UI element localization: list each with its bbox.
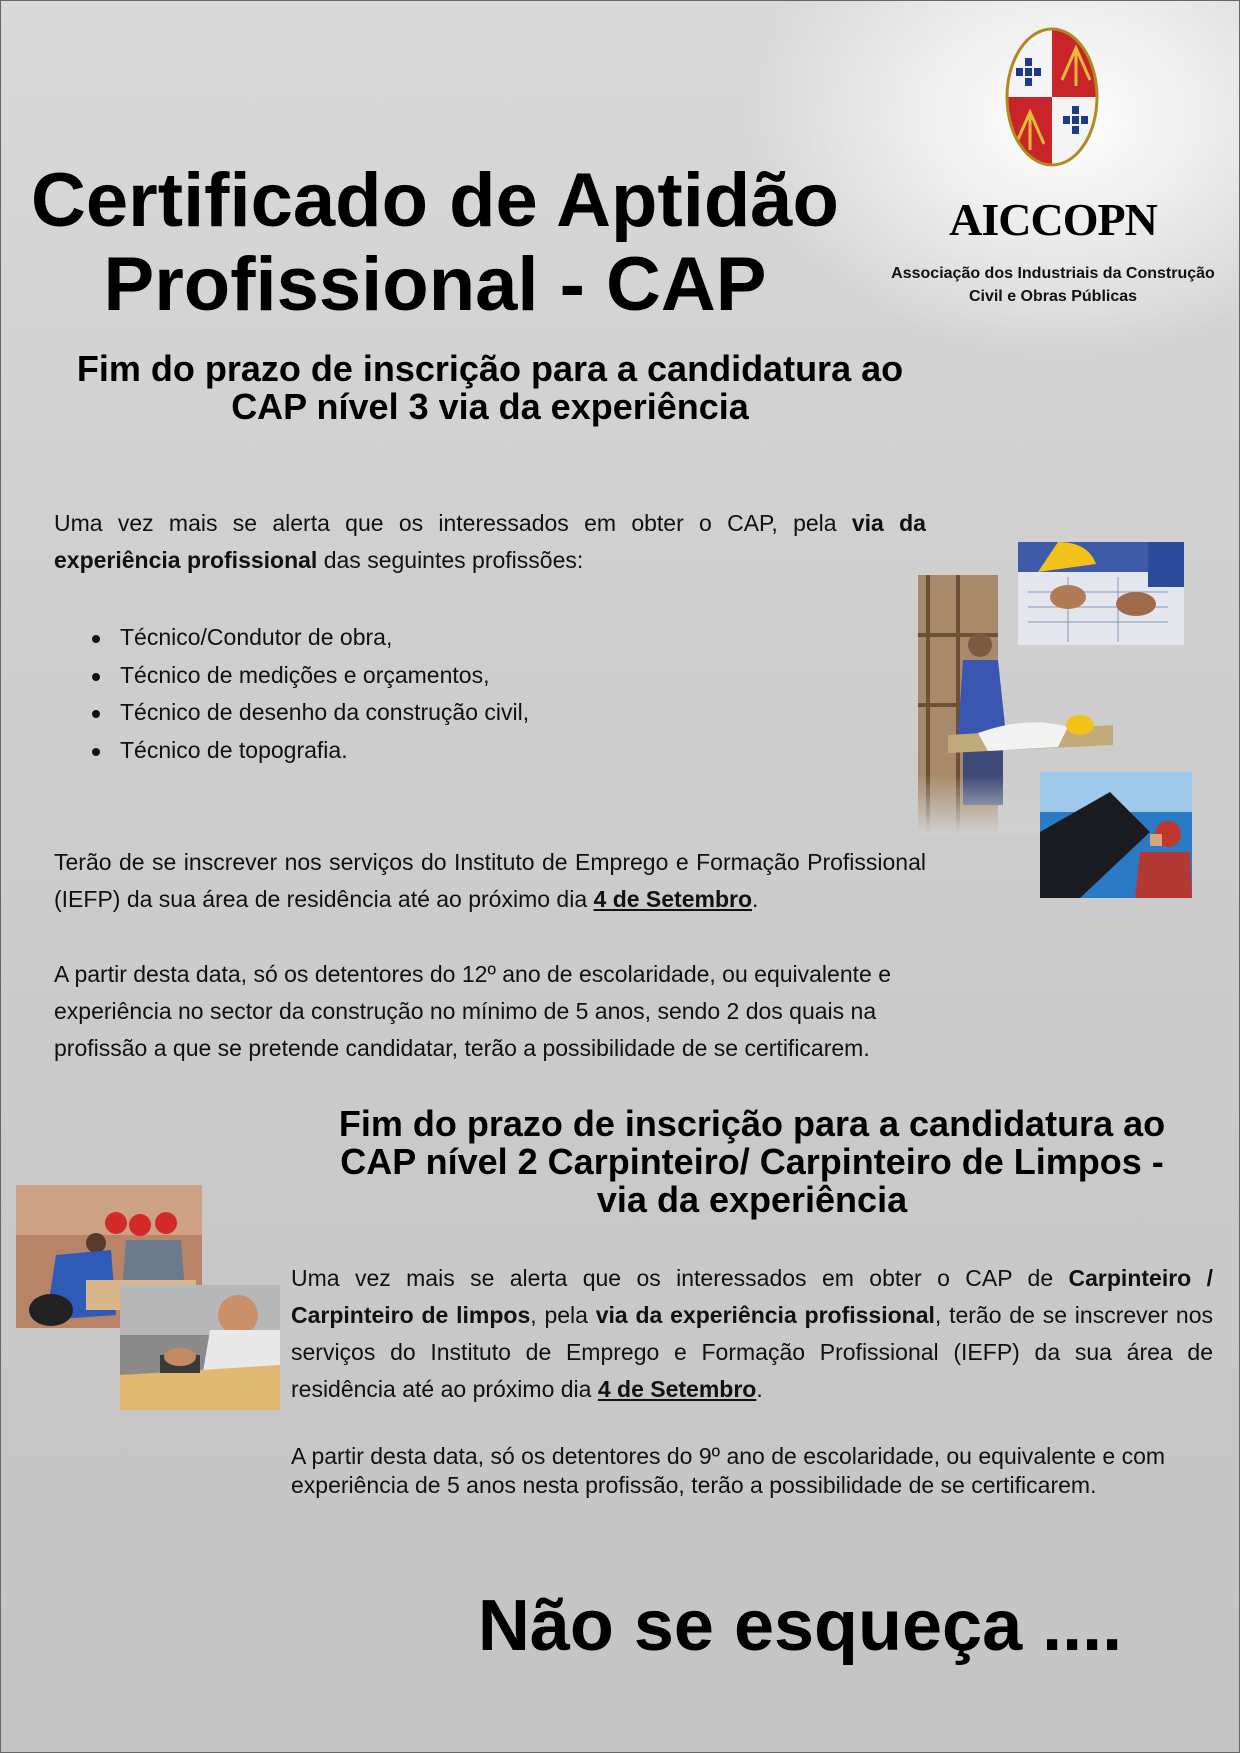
logo-subtitle: Associação dos Industriais da Construção Civil e Obras Públicas (891, 265, 1215, 305)
section2-intro: Uma vez mais se alerta que os interessados em obter o CAP de Carpinteiro / Carpinteiro de limpos, pela via da experiência profissional, terão de se inscrever nos serviços do Instituto de Emprego e Formação Profissional (IEFP) da sua área de residência até ao próximo dia 4 de Setembro. (291, 1265, 1213, 1402)
closing-reminder: Não se esqueça .... (477, 1586, 1123, 1666)
carpenter-planing-photo (120, 1285, 280, 1410)
section1-after: A partir desta data, só os detentores do 12º ano de escolaridade, ou equivalente e experiência no sector da construção no mínimo de 5 anos, sendo 2 dos quais na profissão a que se pretende candidatar, terão a possibilidade de se certificarem. (54, 961, 891, 1061)
section1-intro: Uma vez mais se alerta que os interessados em obter o CAP, pela via da experiência profissional das seguintes profissões: (54, 510, 926, 573)
title-line-2: Profissional - CAP (103, 241, 767, 327)
section1-heading: Fim do prazo de inscrição para a candidatura ao CAP nível 3 via da experiência (76, 348, 904, 427)
list-item: Técnico de topografia. (82, 732, 529, 770)
list-item: Técnico de desenho da construção civil, (82, 694, 529, 732)
professions-list (82, 619, 529, 769)
section2-deadline-date: 4 de Setembro (597, 1376, 757, 1402)
section2-heading: Fim do prazo de inscrição para a candidatura ao CAP nível 2 Carpinteiro/ Carpinteiro de Limpos - via da experiência (338, 1103, 1166, 1220)
page-title (20, 159, 850, 327)
aiccopn-shield-logo (1004, 26, 1100, 168)
section2-after: A partir desta data, só os detentores do 9º ano de escolaridade, ou equivalente e com experiência de 5 anos nesta profissão, terão a possibilidade de se certificarem. (291, 1443, 1166, 1498)
surveyor-photo (1040, 772, 1192, 898)
section1-deadline-date: 4 de Setembro (593, 886, 753, 912)
list-item: Técnico/Condutor de obra, (82, 619, 529, 657)
list-item: Técnico de medições e orçamentos, (82, 657, 529, 695)
title-line-1: Certificado de Aptidão (31, 157, 839, 243)
section1-deadline: Terão de se inscrever nos serviços do Instituto de Emprego e Formação Profissional (IEFP) da sua área de residência até ao próximo dia 4 de Setembro. (54, 849, 926, 912)
logo-wordmark: AICCOPN (949, 194, 1157, 245)
section1-intro-bold: via da experiência profissional (54, 510, 926, 573)
